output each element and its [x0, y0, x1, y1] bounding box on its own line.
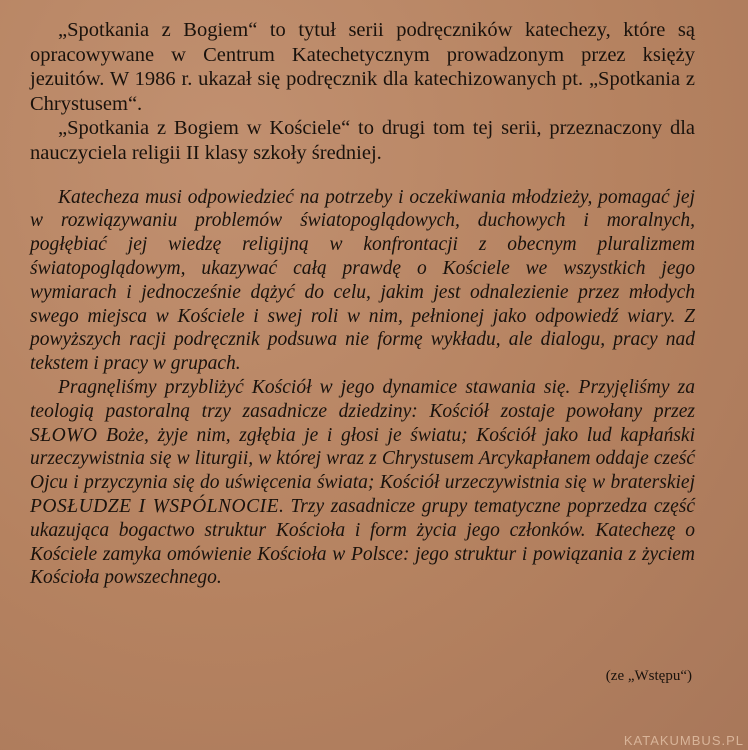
quote-paragraph-2 — [30, 376, 695, 590]
posludze-phrase: POSŁUDZE I WSPÓLNOCIE — [30, 495, 280, 517]
quote-paragraph-2-part-b: Boże, żyje nim, zgłębia je i głosi je światu; Kościół jako lud kapłański urzeczywistnia się w liturgii, w której wraz z Chrystusem Arcykapłanem oddaje cześć Ojcu i przyczynia się do uświęcenia świata; Kościół urzeczywistnia się w braterskiej — [30, 424, 696, 494]
intro-paragraph-2: „Spotkania z Bogiem w Kościele“ to drugi tom tej serii, przeznaczony dla nauczyciela religii II klasy szkoły średniej. — [30, 117, 695, 164]
source-attribution: (ze „Wstępu“) — [605, 668, 692, 684]
back-cover-text — [30, 18, 695, 590]
watermark: KATAKUMBUS.PL — [623, 733, 744, 748]
quote-paragraph-2-part-c: . Trzy zasadnicze grupy tematyczne poprzedza część ukazująca bogactwo struktur Kościoła i form życia jego członków. Katechezę o Kościele zamyka omówienie Kościoła w Polsce: jego struktur i powiązania z życiem Kościoła powszechnego. — [30, 495, 695, 589]
slowo-word: SŁOWO — [30, 424, 98, 446]
quote-section — [30, 186, 695, 591]
intro-section — [30, 18, 695, 166]
intro-paragraph-1: „Spotkania z Bogiem“ to tytuł serii podręczników katechezy, które są opracowywane w Centrum Katechetycznym prowadzonym przez księży jezuitów. W 1986 r. ukazał się podręcznik dla katechizowanych pt. „Spotkania z Chrystusem“. — [30, 19, 695, 115]
quote-paragraph-2-part-a: Pragnęliśmy przybliżyć Kościół w jego dynamice stawania się. Przyjęliśmy za teologią pastoralną trzy zasadnicze dziedziny: Kościół zostaje powołany przez — [30, 376, 695, 422]
quote-paragraph-1: Katecheza musi odpowiedzieć na potrzeby i oczekiwania młodzieży, pomagać jej w rozwiązywaniu problemów światopoglądowych, duchowych i moralnych, pogłębiać jej wiedzę religijną w konfrontacji z obecnym pluralizmem światopoglądowym, ukazywać całą prawdę o Kościele we wszystkich jego wymiarach i jednocześnie dążyć do celu, jakim jest odnalezienie przez młodych swego miejsca w Kościele i swej roli w nim, pełnionej jako odpowiedź wiary. Z powyższych racji podręcznik podsuwa nie formę wykładu, ale dialogu, pracy nad tekstem i pracy w grupach. — [30, 186, 695, 375]
